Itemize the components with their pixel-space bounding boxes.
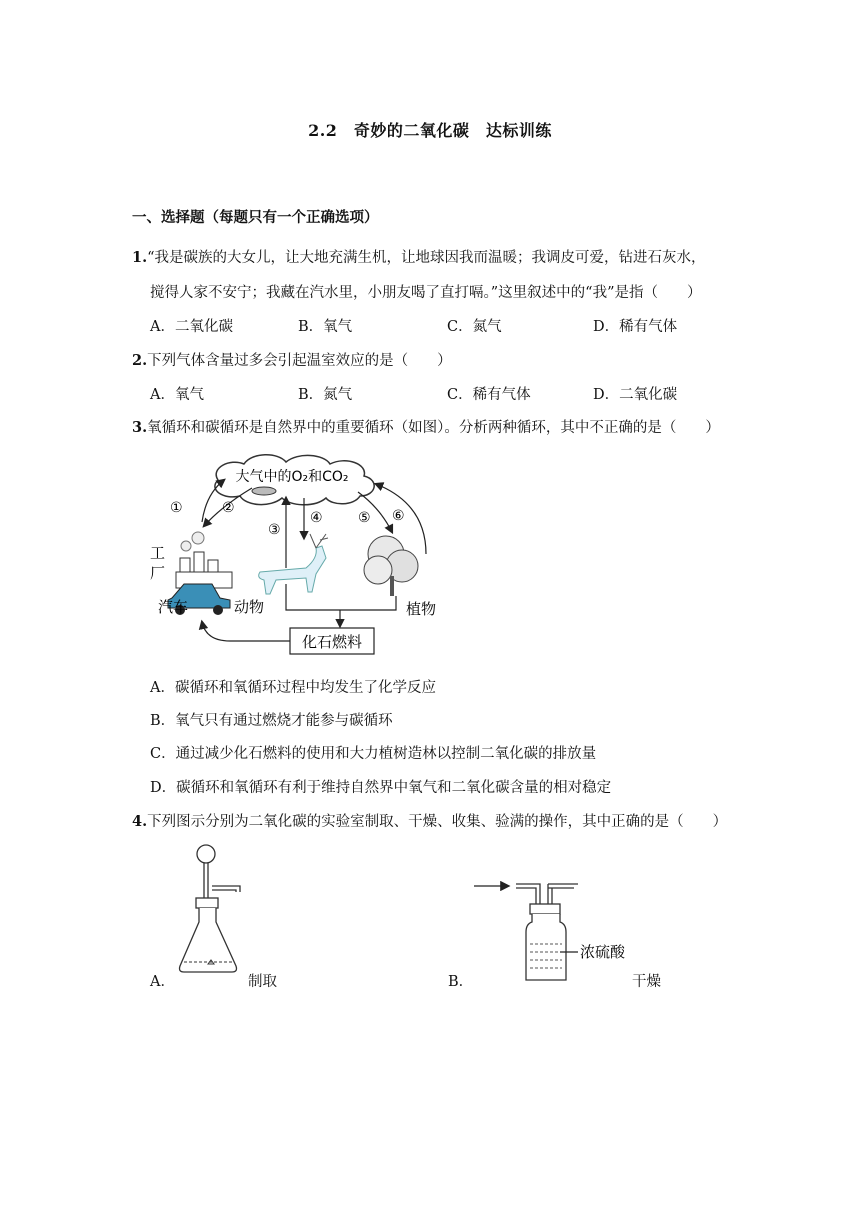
page-title: 2.2 奇妙的二氧化碳 达标训练 bbox=[308, 121, 552, 140]
option-c: C．稀有气体 bbox=[447, 387, 531, 403]
factory-label-1: 工 bbox=[150, 544, 166, 562]
co2-drying-apparatus bbox=[474, 876, 644, 986]
option-d: D．碳循环和氧循环有利于维持自然界中氧气和二氧化碳含量的相对稳定 bbox=[150, 780, 612, 796]
marker-5: ⑤ bbox=[358, 510, 371, 526]
question-1-line-1 bbox=[132, 246, 706, 267]
option-a: A．氧气 bbox=[150, 387, 204, 403]
option-b-letter: B． bbox=[448, 974, 474, 990]
factory-label-2: 厂 bbox=[150, 564, 166, 582]
arrow-fuel-to-car bbox=[202, 622, 290, 641]
question-3 bbox=[132, 416, 720, 437]
option-b: B．氧气只有通过燃烧才能参与碳循环 bbox=[150, 713, 393, 729]
option-a-caption: 制取 bbox=[248, 974, 277, 990]
option-b-caption: 干燥 bbox=[632, 974, 661, 990]
question-number: 3. bbox=[132, 419, 148, 436]
marker-6: ⑥ bbox=[392, 508, 405, 524]
marker-1: ① bbox=[170, 500, 183, 516]
question-number: 2. bbox=[132, 352, 148, 369]
section-heading: 一、选择题（每题只有一个正确选项） bbox=[132, 209, 379, 226]
connector-line bbox=[286, 584, 396, 610]
option-a: A．碳循环和氧循环过程中均发生了化学反应 bbox=[150, 680, 436, 696]
option-b: B．氧气 bbox=[298, 319, 353, 335]
carbon-oxygen-cycle-diagram bbox=[140, 450, 440, 660]
question-text: 下列气体含量过多会引起温室效应的是（ ） bbox=[147, 353, 452, 369]
question-text: “我是碳族的大女儿，让大地充满生机，让地球因我而温暖；我调皮可爱，钻进石灰水， bbox=[147, 250, 706, 266]
tree-icon bbox=[364, 536, 418, 596]
fossil-fuel-label: 化石燃料 bbox=[301, 633, 363, 651]
question-1-line-2: 搅得人家不安宁；我藏在汽水里，小朋友喝了直打嗝。”这里叙述中的“我”是指（ ） bbox=[150, 285, 702, 301]
plant-label: 植物 bbox=[406, 600, 437, 618]
option-c: C．氮气 bbox=[447, 319, 502, 335]
deer-icon bbox=[259, 534, 328, 594]
marker-2: ② bbox=[222, 500, 235, 516]
option-a-letter: A． bbox=[150, 974, 175, 990]
car-label: 汽车 bbox=[158, 598, 189, 616]
marker-3: ③ bbox=[268, 522, 281, 538]
flame-icon bbox=[252, 487, 276, 495]
question-number: 4. bbox=[132, 813, 148, 830]
question-number: 1. bbox=[132, 249, 148, 266]
marker-4: ④ bbox=[310, 510, 323, 526]
option-d: D．二氧化碳 bbox=[593, 387, 678, 403]
reagent-label: 浓硫酸 bbox=[580, 943, 626, 961]
question-2 bbox=[132, 349, 452, 370]
co2-generation-apparatus bbox=[176, 842, 248, 982]
option-d: D．稀有气体 bbox=[593, 319, 678, 335]
option-a: A．二氧化碳 bbox=[150, 319, 233, 335]
option-c: C．通过减少化石燃料的使用和大力植树造林以控制二氧化碳的排放量 bbox=[150, 746, 597, 762]
question-text: 氧循环和碳循环是自然界中的重要循环（如图）。分析两种循环，其中不正确的是（ ） bbox=[147, 420, 720, 436]
animal-label: 动物 bbox=[234, 598, 265, 616]
cloud-label: 大气中的O₂和CO₂ bbox=[235, 469, 349, 485]
option-b: B．氮气 bbox=[298, 387, 353, 403]
question-4 bbox=[132, 810, 727, 831]
factory-icon bbox=[176, 532, 232, 588]
question-text: 下列图示分别为二氧化碳的实验室制取、干燥、收集、验满的操作，其中正确的是（ ） bbox=[147, 814, 728, 830]
